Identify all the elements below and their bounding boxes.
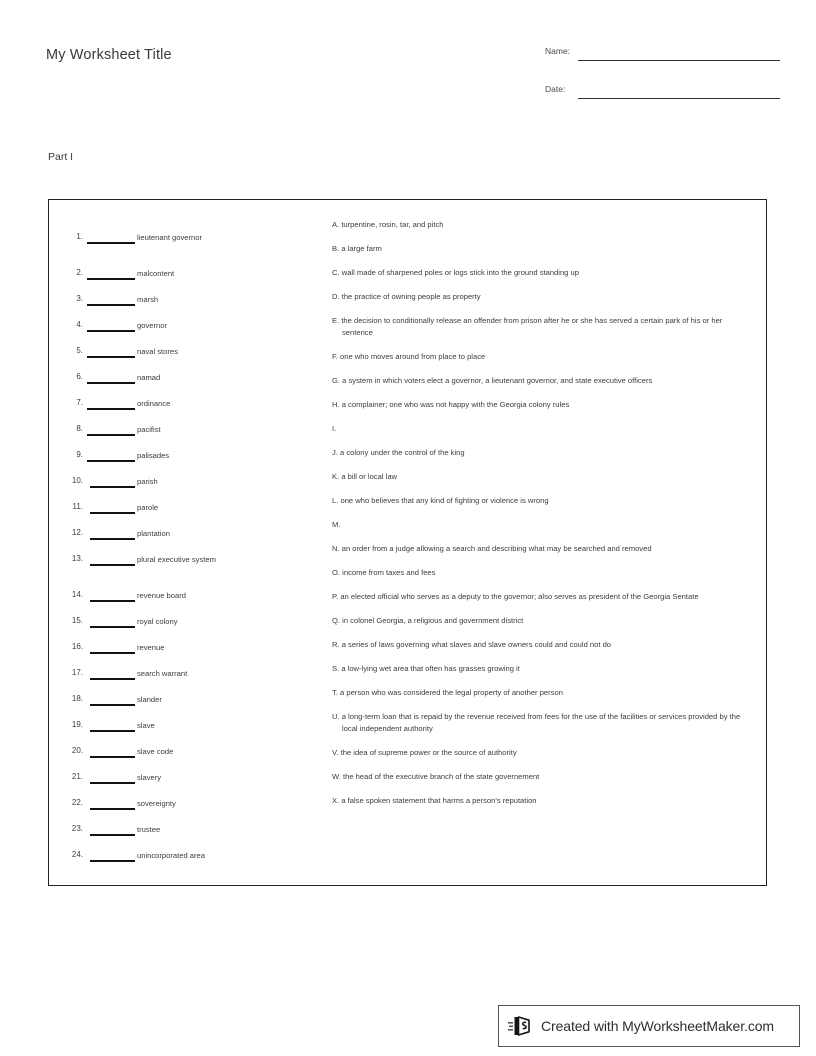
- definition-letter: A.: [332, 220, 340, 229]
- term-answer-blank[interactable]: [87, 408, 135, 410]
- term-word: lieutenant governor: [137, 233, 203, 242]
- created-with-badge[interactable]: [498, 1005, 800, 1047]
- definition-row: [332, 291, 752, 303]
- term-row: [63, 769, 303, 798]
- definition-text: one who moves around from place to place: [340, 352, 486, 361]
- definition-row: [332, 351, 752, 363]
- definitions-column: [332, 219, 752, 819]
- definition-text: a low-lying wet area that often has grasses growing it: [341, 664, 520, 673]
- term-word: governor: [137, 321, 167, 330]
- definition-row: [332, 519, 752, 531]
- definition-letter: G.: [332, 376, 341, 385]
- term-number: 18.: [71, 694, 83, 703]
- term-answer-blank[interactable]: [90, 626, 135, 628]
- term-row: [63, 499, 303, 528]
- worksheet-maker-logo-icon: [508, 1013, 534, 1039]
- term-number: 11.: [72, 502, 83, 511]
- term-answer-blank[interactable]: [90, 652, 135, 654]
- term-number: 3.: [76, 294, 83, 303]
- definition-row: [332, 711, 752, 735]
- definition-letter: F.: [332, 352, 338, 361]
- definition-row: [332, 471, 752, 483]
- term-word: marsh: [137, 295, 159, 304]
- definition-row: [332, 771, 752, 783]
- term-row: [63, 291, 303, 320]
- term-number: 5.: [76, 346, 83, 355]
- definition-letter: S.: [332, 664, 340, 673]
- term-answer-blank[interactable]: [87, 304, 135, 306]
- definition-text: a series of laws governing what slaves and slave owners could and could not do: [341, 640, 612, 649]
- definition-text: a large farm: [341, 244, 382, 253]
- definition-letter: X.: [332, 796, 340, 805]
- term-number: 2.: [76, 268, 83, 277]
- term-answer-blank[interactable]: [90, 704, 135, 706]
- term-number: 15.: [71, 616, 83, 625]
- definition-row: [332, 243, 752, 255]
- definition-letter: R.: [332, 640, 340, 649]
- definition-text: the practice of owning people as property: [341, 292, 481, 301]
- term-word: slavery: [137, 773, 162, 782]
- term-number: 16.: [71, 642, 83, 651]
- term-row: [63, 447, 303, 476]
- term-word: trustee: [137, 825, 161, 834]
- definition-row: [332, 687, 752, 699]
- part-heading: Part I: [48, 151, 74, 163]
- term-answer-blank[interactable]: [87, 382, 135, 384]
- definition-letter: C.: [332, 268, 340, 277]
- term-answer-blank[interactable]: [90, 808, 135, 810]
- term-answer-blank[interactable]: [90, 834, 135, 836]
- term-word: parish: [137, 477, 158, 486]
- definition-letter: H.: [332, 400, 340, 409]
- term-answer-blank[interactable]: [90, 538, 135, 540]
- term-row: [63, 551, 303, 580]
- definition-text: an order from a judge allowing a search and describing what may be searched and removed: [341, 544, 652, 553]
- definition-letter: L.: [332, 496, 339, 505]
- date-label: Date:: [545, 84, 566, 94]
- definition-row: [332, 375, 752, 387]
- term-row: [63, 847, 303, 876]
- definition-text: a long-term loan that is repaid by the revenue received from fees for the use of the facilities or services provided by the local independent authority: [341, 712, 741, 733]
- term-answer-blank[interactable]: [90, 512, 135, 514]
- definition-text: one who believes that any kind of fighting or violence is wrong: [340, 496, 549, 505]
- term-answer-blank[interactable]: [90, 860, 135, 862]
- term-number: 17.: [71, 668, 83, 677]
- term-word: unincorporated area: [137, 851, 205, 860]
- term-number: 13.: [71, 554, 83, 563]
- term-word: revenue: [137, 643, 165, 652]
- term-answer-blank[interactable]: [90, 730, 135, 732]
- definition-letter: U.: [332, 712, 340, 721]
- term-answer-blank[interactable]: [87, 330, 135, 332]
- definition-text: the head of the executive branch of the state governement: [342, 772, 540, 781]
- term-answer-blank[interactable]: [87, 356, 135, 358]
- name-date-block: [540, 46, 780, 122]
- term-row: [63, 343, 303, 372]
- definition-text: the decision to conditionally release an offender from prison after he or she has served a certain park of his or her sentence: [341, 316, 723, 337]
- term-number: 14.: [71, 590, 83, 599]
- definition-text: in colonel Georgia, a religious and government district: [342, 616, 524, 625]
- term-answer-blank[interactable]: [87, 242, 135, 244]
- term-word: slave code: [137, 747, 174, 756]
- date-row: [540, 84, 780, 122]
- definition-row: [332, 795, 752, 807]
- definition-row: [332, 267, 752, 279]
- term-row: [63, 587, 303, 616]
- term-row: [63, 795, 303, 824]
- term-word: sovereignty: [137, 799, 176, 808]
- definition-row: [332, 591, 752, 603]
- term-number: 6.: [76, 372, 83, 381]
- definition-text: a bill or local law: [341, 472, 398, 481]
- term-word: revenue board: [137, 591, 186, 600]
- term-answer-blank[interactable]: [90, 600, 135, 602]
- term-word: slave: [137, 721, 155, 730]
- page-title: My Worksheet Title: [46, 47, 172, 63]
- term-row: [63, 691, 303, 720]
- definition-row: [332, 423, 752, 435]
- term-row: [63, 665, 303, 694]
- term-row: [63, 743, 303, 772]
- definition-text: a colony under the control of the king: [340, 448, 465, 457]
- matching-exercise-box: [48, 199, 767, 886]
- definition-letter: O.: [332, 568, 341, 577]
- term-answer-blank[interactable]: [87, 434, 135, 436]
- definition-text: a person who was considered the legal property of another person: [340, 688, 563, 697]
- term-row: [63, 613, 303, 642]
- definition-text: turpentine, rosin, tar, and pitch: [341, 220, 444, 229]
- definition-row: [332, 543, 752, 555]
- name-label: Name:: [545, 46, 571, 56]
- definition-row: [332, 663, 752, 675]
- definition-letter: D.: [332, 292, 340, 301]
- term-answer-blank[interactable]: [90, 486, 135, 488]
- definition-text: income from taxes and fees: [342, 568, 436, 577]
- name-write-line[interactable]: [578, 60, 780, 61]
- term-word: search warrant: [137, 669, 188, 678]
- term-row: [63, 229, 303, 258]
- term-word: slander: [137, 695, 162, 704]
- definition-text: an elected official who serves as a deputy to the governor; also serves as president of the Georgia Sentate: [340, 592, 699, 601]
- term-row: [63, 369, 303, 398]
- term-row: [63, 421, 303, 450]
- definition-letter: W.: [332, 772, 341, 781]
- definition-letter: P.: [332, 592, 339, 601]
- term-number: 22.: [71, 798, 83, 807]
- definition-letter: K.: [332, 472, 340, 481]
- definition-row: [332, 495, 752, 507]
- term-answer-blank[interactable]: [90, 782, 135, 784]
- definition-letter: T.: [332, 688, 338, 697]
- definition-row: [332, 747, 752, 759]
- term-answer-blank[interactable]: [90, 678, 135, 680]
- term-word: plantation: [137, 529, 170, 538]
- term-answer-blank[interactable]: [87, 460, 135, 462]
- definition-letter: E.: [332, 316, 340, 325]
- definition-row: [332, 639, 752, 651]
- term-number: 21.: [71, 772, 83, 781]
- definition-letter: N.: [332, 544, 340, 553]
- badge-label: Created with MyWorksheetMaker.com: [541, 1018, 774, 1034]
- term-row: [63, 265, 303, 294]
- definition-letter: J.: [332, 448, 338, 457]
- definition-text: wall made of sharpened poles or logs stick into the ground standing up: [341, 268, 579, 277]
- definition-letter: Q.: [332, 616, 341, 625]
- term-word: parole: [137, 503, 159, 512]
- term-number: 7.: [76, 398, 83, 407]
- definition-letter: V.: [332, 748, 339, 757]
- definition-letter: I.: [332, 424, 337, 433]
- definition-text: a system in which voters elect a governor, a lieutenant governor, and state executive officers: [342, 376, 653, 385]
- term-word: naval stores: [137, 347, 178, 356]
- term-answer-blank[interactable]: [90, 564, 135, 566]
- term-row: [63, 717, 303, 746]
- term-number: 8.: [76, 424, 83, 433]
- term-number: 4.: [76, 320, 83, 329]
- term-answer-blank[interactable]: [90, 756, 135, 758]
- term-row: [63, 473, 303, 502]
- term-word: plural executive system: [137, 555, 216, 564]
- definition-row: [332, 615, 752, 627]
- term-row: [63, 821, 303, 850]
- term-word: malcontent: [137, 269, 175, 278]
- term-number: 20.: [71, 746, 83, 755]
- definition-row: [332, 315, 752, 339]
- definition-row: [332, 219, 752, 231]
- name-row: [540, 46, 780, 84]
- term-word: pacifist: [137, 425, 161, 434]
- term-number: 23.: [71, 824, 83, 833]
- term-row: [63, 395, 303, 424]
- definition-text: a false spoken statement that harms a person's reputation: [341, 796, 537, 805]
- term-number: 24.: [71, 850, 83, 859]
- definition-row: [332, 399, 752, 411]
- definition-letter: M.: [332, 520, 341, 529]
- term-word: royal colony: [137, 617, 178, 626]
- term-word: namad: [137, 373, 161, 382]
- term-number: 19.: [71, 720, 83, 729]
- term-row: [63, 317, 303, 346]
- definition-text: the idea of supreme power or the source of authority: [340, 748, 517, 757]
- term-number: 10.: [71, 476, 83, 485]
- term-row: [63, 525, 303, 554]
- term-row: [63, 639, 303, 668]
- definition-row: [332, 567, 752, 579]
- term-word: palisades: [137, 451, 170, 460]
- term-number: 9.: [76, 450, 83, 459]
- definition-letter: B.: [332, 244, 340, 253]
- term-number: 12.: [71, 528, 83, 537]
- term-number: 1.: [76, 232, 83, 241]
- definition-text: a complainer; one who was not happy with the Georgia colony rules: [341, 400, 570, 409]
- term-word: ordinance: [137, 399, 171, 408]
- term-answer-blank[interactable]: [87, 278, 135, 280]
- definition-row: [332, 447, 752, 459]
- date-write-line[interactable]: [578, 98, 780, 99]
